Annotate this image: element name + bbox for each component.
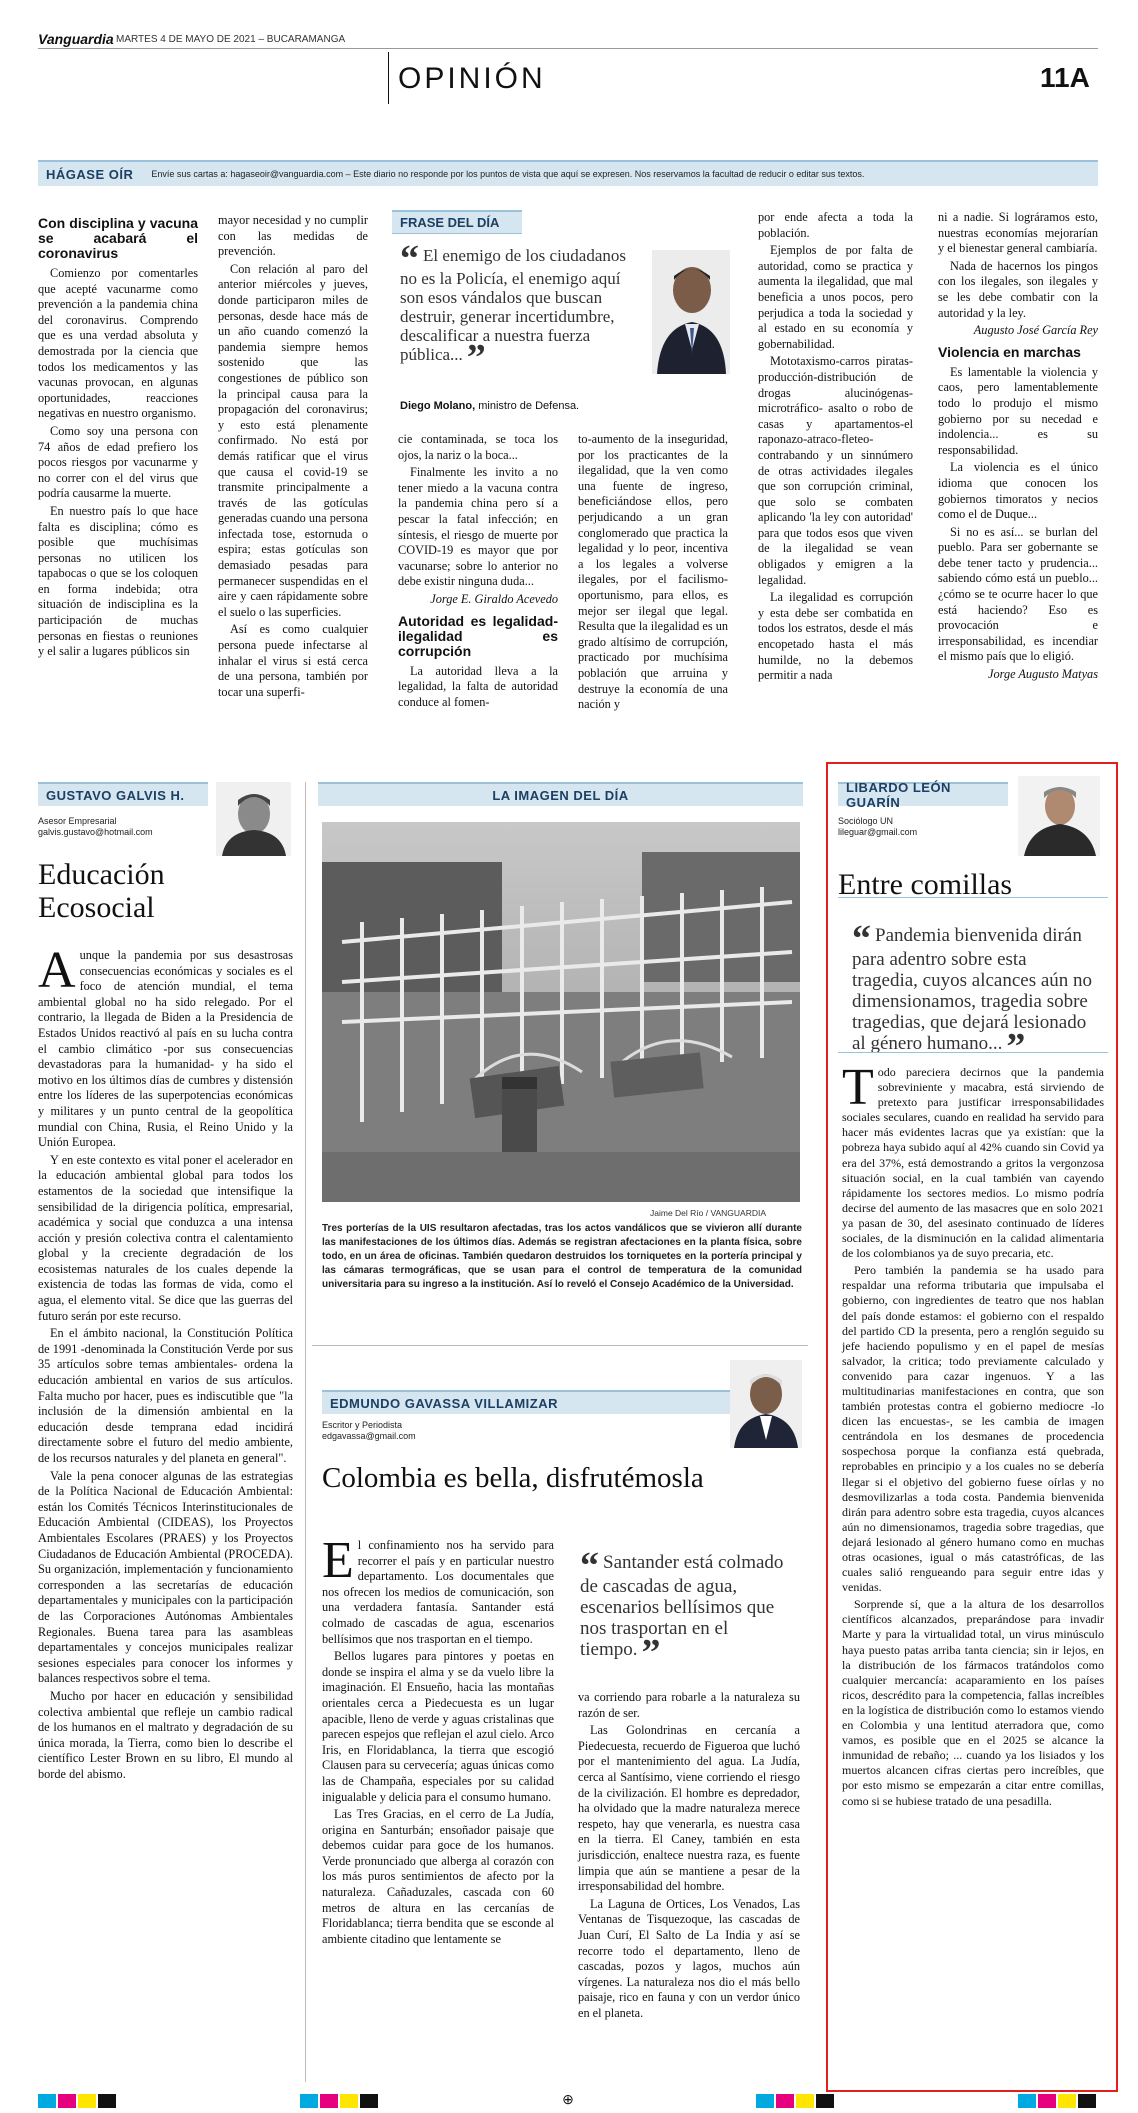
leon-pullquote-rule — [838, 897, 1108, 898]
gavassa-photo — [730, 1360, 802, 1448]
gavassa-paragraph: Las Tres Gracias, en el cerro de La Judía, origina en Santurbán; ensoñador paisaje que debemos cuidar para goce de los humanos. Verde pronunciado que alberga al corazón con los más puros sentimientos de afecto por la naturaleza. Cañaduzales, cascada con 60 metros de altura en las cercanías de Floridablanca; tierra bendita que se esconde al ambiente citadino que lentamente se — [322, 1807, 554, 1946]
letter-headline: Autoridad es legalidad-ilegalidad es corrupción — [398, 612, 558, 659]
gavassa-name-bar — [322, 1390, 742, 1414]
leon-name: LIBARDO LEÓN GUARÍN — [846, 780, 951, 810]
galvis-title: Educación Ecosocial — [38, 858, 165, 924]
page-number: 11A — [1040, 62, 1090, 93]
leon-role: Sociólogo UN — [838, 816, 894, 826]
letters-col-2 — [218, 213, 368, 702]
letters-bar — [38, 160, 1098, 186]
letter-paragraph: Es lamentable la violencia y caos, pero lamentablemente todo lo produjo el mismo gobierno por su necedad e indolencia... es su responsabilidad. — [938, 364, 1098, 457]
close-quote-icon: ” — [1006, 1026, 1026, 1068]
gavassa-pullquote — [580, 1545, 798, 1674]
gavassa-paragraph: Las Golondrinas en cercanía a Piedecuesta, recuerdo de Figueroa que luchó por el mantenimiento del agua. La Judía, cerca al Santísimo, viene corriendo el riesgo de la civilización. El hombre es depredador, ha olvidado que la madre naturaleza merece respeto, hay que venerarla, es nuestra casa en la tierra. El Caney, también en esta jurisdicción, enaltece nuestra raza, es fuente limpia que aún se mantiene a pesar de la irresponsabilidad del hombre. — [578, 1723, 800, 1894]
galvis-email: galvis.gustavo@hotmail.com — [38, 827, 153, 837]
leon-paragraph: Pero también la pandemia se ha usado para respaldar una reforma tributaria que impulsaba el gobierno, con ingredientes de teatro que nos hablan del país donde estamos: el gobierno con el respaldo del partido CD la presenta, pero a renglón seguido su jefe haciendo populismo y en el papel de mesías salvador, la critica; todo previamente calculado y convenido para cazar ingenuos. Y a las multitudinarias manifestaciones en contra, que son también protestas contra el gobierno mediocre -lo dicen las encuestas-, se les cambia de imagen centrándola en los desmanes de procedencia sospechosa porque la confianza está quebrada, reprobables en principio y a los cuales no se debería llegar si el objetivo del gobierno fuese oírlas y no desmovilizarlas a toda costa. Pandemia bienvenida dirán para adentro sobre esta tragedia, cuyos alcances aún no dimensionamos, tragedia sobre tragedias, que dejará lesionado al género humano como en muchas otras ocasiones, igual o más catastróficas, de las cuales salió rengueando para seguir entre idas y venidas. — [842, 1263, 1104, 1595]
imagen-photo — [322, 822, 800, 1202]
gavassa-paragraph: La Laguna de Ortices, Los Venados, Las Ventanas de Tisquezoque, las cascadas de Juan Curí, El Salto de La India y así se recorre todo el departamento, lleno de cascadas, pozos y lagos, muchos aún vírgenes. La naturaleza nos dio el más bello paisaje, rico en fauna y con un verdor único en el planeta. — [578, 1896, 800, 2020]
leon-body — [842, 1059, 1104, 1811]
letter-paragraph: Comienzo por comentarles que acepté vacunarme como prevención a la pandemia china del coronavirus. Comprendo que es una verdad absoluta y demostrada por la ciencia que todos los medicamentos y las vacunas provocan, en algunas oportunidades, reacciones negativas en nuestro organismo. — [38, 266, 198, 421]
masthead-brand: Vanguardia — [38, 31, 114, 47]
open-quote-icon: “ — [852, 918, 871, 960]
gavassa-name: EDMUNDO GAVASSA VILLAMIZAR — [330, 1395, 558, 1411]
section-divider — [388, 52, 389, 104]
imagen-caption: Tres porterías de la UIS resultaron afectadas, tras los actos vandálicos que se vivieron allí durante las manifestaciones de los últimos días. Además se registran afectaciones en la planta física, sobre todo, en un área de oficinas. También quedaron destruidos los torniquetes en la portería principal y las cámaras termográficas, que se usan para el control de temperatura de la comunidad universitaria para su ingreso a la institución. Así lo reveló el Consejo Académico de la Universidad. — [322, 1223, 802, 1290]
letter-paragraph: to-aumento de la inseguridad, por los practicantes de la ilegalidad, que la ven como una fuente de ingreso, beneficiándose ellos, pero perjudicando a un gran conglomerado que practica la legalidad y lo peor, incentiva a los legales a volverse ilegales, por el facilismo-oportunismo, para ellos, es mejor ser ilegal que legal. Resulta que la ilegalidad es un grado altísimo de corrupción, practicado por muchísima población que arruina y destruye la economía de una nación y — [578, 432, 728, 712]
header-rule — [38, 48, 1098, 49]
letter-paragraph: Con relación al paro del anterior miércoles y jueves, donde participaron miles de personas, desde hace más de un año cuando comenzó la pandemia siempre hemos sostenido que las congestiones de público son la principal causa para la propagación del coronavirus; y esto está plenamente confirmado. No está por demás ratificar que el virus que causa el covid-19 se transmite principalmente a través de las gotículas generadas cuando una persona infectada tose, estornuda o espira; estas gotículas son demasiado pesadas para permanecer suspendidas en el aire y caen rápidamente sobre el suelo o las superficies. — [218, 261, 368, 619]
color-bar-right — [1018, 2094, 1098, 2108]
frase-del-dia — [392, 210, 732, 425]
letter-paragraph: Ejemplos de por falta de autoridad, como se practica y aumenta la ilegalidad, que mal beneficia a unos pocos, pero perjudica a toda la sociedad y al estado en su economía y gobernabilidad. — [758, 243, 913, 351]
letter-paragraph: Como soy una persona con 74 años de edad prefiero los pocos riesgos por vacunarme y no correr con el del virus que podría causarme la muerte. — [38, 423, 198, 501]
letter-signature: Augusto José García Rey — [973, 323, 1098, 338]
gavassa-title: Colombia es bella, disfrutémosla — [322, 1462, 704, 1494]
column-rule — [312, 1345, 808, 1346]
frase-quote-text: El enemigo de los ciudadanos no es la Policía, el enemigo aquí son esos vándalos que buscan destruir, generar incertidumbre, descalificar a nuestra fuerza pública... — [400, 246, 627, 364]
letter-paragraph: Así es como cualquier persona puede infectarse al inhalar el virus si está cerca de una persona, también por tocar una superfi- — [218, 622, 368, 699]
galvis-paragraph: Y en este contexto es vital poner el acelerador en la educación ambiental global para todos los estamentos de la sociedad que intensifique la sensibilidad de la dirigencia política, empresarial, académica y social que conduzca a una intensa acción y presión colectiva contra el calentamiento global y la creciente degradación de los ecosistemas naturales de los cuales depende la existencia de todas las formas de vida, como el agua, el elemento vital. Se dice que las guerras del futuro serán por este recurso. — [38, 1152, 293, 1323]
gavassa-paragraph: va corriendo para robarle a la naturaleza su razón de ser. — [578, 1690, 800, 1720]
leon-name-bar — [838, 780, 1008, 810]
crosshair-icon: ⊕ — [562, 2093, 574, 2108]
galvis-column — [38, 782, 293, 1784]
gavassa-column — [322, 1390, 802, 1495]
frase-label: FRASE DEL DÍA — [392, 210, 522, 234]
letter-paragraph: La ilegalidad es corrupción y esta debe ser combatida en todos los estratos, desde el más encopetado hasta el más humilde, no la debemos permitir a nada — [758, 590, 913, 683]
letter-paragraph: mayor necesidad y no cumplir con las medidas de prevención. — [218, 213, 368, 259]
leon-pullquote — [838, 918, 1108, 1068]
letter-signature: Jorge E. Giraldo Acevedo — [430, 591, 558, 606]
leon-pullquote-rule-bottom — [838, 1052, 1108, 1053]
galvis-paragraph: En el ámbito nacional, la Constitución Política de 1991 -denominada la Constitución Verde por sus 35 artículos sobre temas ambientales- ordena la educación ambiental en varios de sus artículos. Falta mucho por hacer, pues es indiscutible que "la inclusión de la dimensión ambiental en la educación desde temprana edad incidirá directamente sobre el futuro del medio ambiente, de los recursos naturales y del planeta en general". — [38, 1326, 293, 1465]
letter-paragraph: La autoridad lleva a la legalidad, la falta de autoridad conduce al fomen- — [398, 663, 558, 709]
print-registration-marks — [38, 2094, 1098, 2108]
gavassa-quote-text: Santander está colmado de cascadas de agua, escenarios bellísimos que nos trasportan en el tiempo. — [580, 1552, 784, 1660]
leon-photo — [1018, 776, 1100, 856]
galvis-photo — [216, 782, 291, 856]
letter-signature: Jorge Augusto Matyas — [988, 667, 1098, 682]
imagen-label-bar — [318, 782, 803, 806]
galvis-name-bar — [38, 782, 208, 806]
leon-column — [838, 780, 1108, 1068]
imagen-credit: Jaime Del Río / VANGUARDIA — [650, 1208, 767, 1218]
frase-author-role: ministro de Defensa. — [478, 400, 580, 412]
close-quote-icon: ” — [466, 337, 486, 379]
leon-paragraph: odo pareciera decirnos que la pandemia sobreviniente y macabra, está sirviendo de pretexto para justificar irresponsabilidades sociales seculares, cuando en realidad ha servido para hacer más evidentes lacras que ya existían: que la pobreza haya subido aquí al 42% cuando sin Covid ya era del 37%, está demostrando a gritos la vergonzosa situación social, en la cual también van cayendo rápidamente los sectores medios. Lo mismo podría decirse del aumento de las masacres que en solo 2021 ya pasan de 30, del asesinato continuado de líderes sociales, de la disminución en la calidad alimentaria de los colombianos ya de suyo precaria, etc. — [842, 1065, 1104, 1261]
color-bar-left — [38, 2094, 118, 2108]
leon-email: lileguar@gmail.com — [838, 827, 918, 837]
letters-col-3 — [398, 432, 558, 712]
letter-paragraph: Mototaxismo-carros piratas-producción-distribución de drogas alucinógenas-microtráfico- asalto o robo de casas y apartamentos-el raponazo-atraco-fleteo-contrabando y un sinnúmero de otras actividades ilegales que son corrupción criminal, que solo se combaten aplicando 'la ley con autoridad' para que todos esos que viven de la ilegalidad se vean obligados y emigren a la legalidad. — [758, 354, 913, 587]
imagen-label: LA IMAGEN DEL DÍA — [492, 787, 629, 803]
letters-col-4 — [578, 432, 728, 715]
letter-paragraph: ni a nadie. Si lográramos esto, nuestras economías mejorarían y el bienestar general cambiaría. — [938, 210, 1098, 256]
letter-headline: Con disciplina y vacuna se acabará el coronavirus — [38, 215, 198, 261]
gavassa-paragraph: l confinamiento nos ha servido para recorrer el país y en particular nuestro departamento. Los documentales que nos ofrecen los medios de comunicación, son una verdadera fantasía. Santander está colmado de cascadas de agua, escenarios bellísimos que nos trasportan en el tiempo. — [322, 1538, 554, 1646]
galvis-paragraph: Vale la pena conocer algunas de las estrategias de la Política Nacional de Educación Ambiental: están los Comités Técnicos Interinstitucionales de Educación Ambiental (CIDEAS), los Proyectos Ambientales Escolares (PRAES) y los Proyectos Ciudadanos de Educación Ambiental (PROCEDA). Su organización, implementación y funcionamiento corresponden a las secretarías de educación departamentales y municipales con la participación de las Corporaciones Autónomas Ambientales Regionales. Buena tarea para las asambleas departamentales y concejos municipales realizar sesiones especiales para conocer los informes y balances respectivos sobre el tema. — [38, 1468, 293, 1686]
color-bar-center-left — [300, 2094, 380, 2108]
gavassa-col-2 — [578, 1690, 800, 2023]
leon-title: Entre comillas — [838, 868, 1013, 901]
frase-author — [400, 400, 579, 412]
galvis-paragraph: Mucho por hacer en educación y sensibilidad colectiva ambiental que refleje un cambio radical de los humanos en el maltrato y degradación de su única morada, la Tierra, como bien lo describe el científico Lester Brown en su libro, El mundo al borde del abismo. — [38, 1688, 293, 1781]
leon-paragraph: Sorprende sí, que a la altura de los desarrollos científicos alcanzados, preparándose para invadir Marte y para la virtualidad total, un virus minúsculo haya puesto patas arriba tanta ciencia; sin ir lejos, en la distribución de los fármacos tratándolos como cualquier mercancía: acaparamiento en los países ricos, descrédito para la competencia, fallas increíbles en la logística de distribución como lo estamos viendo en Colombia y una lentitud aterradora que, como vamos, es posible que en el 2025 se alcance la inmunidad de rebaño; ... cuando ya los lisiados y los muertos alcancen cifras ciertas pero increíbles, que por esto mismo se empezarán a citar entre comillas, como si se hubiese tratado de una pesadilla. — [842, 1597, 1104, 1808]
letters-col-5 — [758, 210, 913, 686]
letter-paragraph: cie contaminada, se toca los ojos, la nariz o la boca... — [398, 432, 558, 462]
frase-quote — [400, 238, 640, 379]
letters-col-1 — [38, 213, 198, 662]
masthead-dateline: MARTES 4 DE MAYO DE 2021 – BUCARAMANGA — [116, 34, 346, 45]
letter-paragraph: La violencia es el único idioma que conocen los gobiernos timoratos y necios como el de Duque... — [938, 460, 1098, 522]
close-quote-icon: ” — [641, 1632, 661, 1674]
gavassa-dropcap: E — [322, 1532, 354, 1589]
galvis-role: Asesor Empresarial — [38, 816, 117, 826]
section-title: OPINIÓN — [398, 62, 546, 95]
leon-dropcap: T — [842, 1059, 874, 1116]
letter-headline: Violencia en marchas — [938, 343, 1081, 360]
galvis-dropcap: A — [38, 942, 76, 999]
color-bar-center-right — [756, 2094, 836, 2108]
letters-bar-label: HÁGASE OÍR — [46, 166, 134, 182]
gavassa-role: Escritor y Periodista — [322, 1420, 403, 1430]
letter-paragraph: En nuestro país lo que hace falta es disciplina; cómo es posible que muchísimas personas no utilicen los tapabocas o que se los coloquen en forma indebida; otra situación de indisciplina es la participación de muchas personas en fiestas o reuniones y el salir a lugares públicos sin — [38, 503, 198, 659]
gavassa-col-1 — [322, 1532, 554, 1949]
open-quote-icon: “ — [580, 1545, 599, 1587]
frase-author-photo — [652, 250, 730, 374]
column-rule — [305, 782, 306, 2082]
letter-paragraph: Si no es así... se burlan del pueblo. Para ser gobernante se debe tener tacto y prudencia... sabiendo cómo está un pueblo... ¿cómo se te ocurre hacer lo que está haciendo? Eso es provocación e irresponsabilidad, es incendiar el mismo país que lo eligió. — [938, 524, 1098, 664]
letters-bar-text: Envíe sus cartas a: hagaseoir@vanguardia.com – Este diario no responde por los puntos de vista que aquí se expresen. Nos reservamos la facultad de reducir o editar sus textos. — [151, 169, 865, 179]
letter-paragraph: Finalmente les invito a no tener miedo a la vacuna contra la pandemia china pero sí a pescar la fatal infección; en síntesis, el riesgo de muerte por COVID-19 es mayor que por vacunarse; sobre lo anterior no debe existir ninguna duda... — [398, 465, 558, 589]
gavassa-email: edgavassa@gmail.com — [322, 1431, 416, 1441]
letter-paragraph: Nada de hacernos los pingos con los ilegales, son ilegales y se les debe combatir con la autoridad y la ley. — [938, 258, 1098, 320]
frase-author-name: Diego Molano, — [400, 400, 476, 412]
galvis-name: GUSTAVO GALVIS H. — [46, 787, 185, 803]
letters-col-6 — [938, 210, 1098, 689]
leon-quote-text: Pandemia bienvenida dirán para adentro sobre esta tragedia, cuyos alcances aún no dimensionamos, tragedia sobre tragedias, que dejará lesionado al género humano... — [852, 925, 1093, 1054]
letter-paragraph: por ende afecta a toda la población. — [758, 210, 913, 240]
galvis-paragraph: unque la pandemia por sus desastrosas consecuencias económicas y sociales es el foco de atención mundial, el tema ambiental global no ha sido relegado. Por el contrario, la llegada de Biden a la Presidencia de Estados Unidos reactivó al país en su lucha contra el cambio climático -por sus consecuencias devastadoras para la humanidad- y ha sido el motivo en los últimos días de cumbres y distensión entre los líderes de las superpotencias económicas y militares y un punto central de la geopolítica mundial con China, Rusia, el Reino Unido y la Unión Europea. — [38, 948, 293, 1150]
open-quote-icon: “ — [400, 238, 419, 280]
galvis-body — [38, 942, 293, 1782]
gavassa-paragraph: Bellos lugares para pintores y poetas en donde se inspira el alma y se da vuelo libre la imaginación. El Ensueño, hacia las montañas orientales cerca a Piedecuesta es un lugar apacible, lleno de verde y aguas cristalinas que parecen espejos que reflejan el azul cielo. Arco Iris, en Floridablanca, la tierra que escogió Clausen para su cervecería; aguas únicas como las de Champaña, especiales por su calidad inigualable y delicia para el consumo humano. — [322, 1649, 554, 1804]
